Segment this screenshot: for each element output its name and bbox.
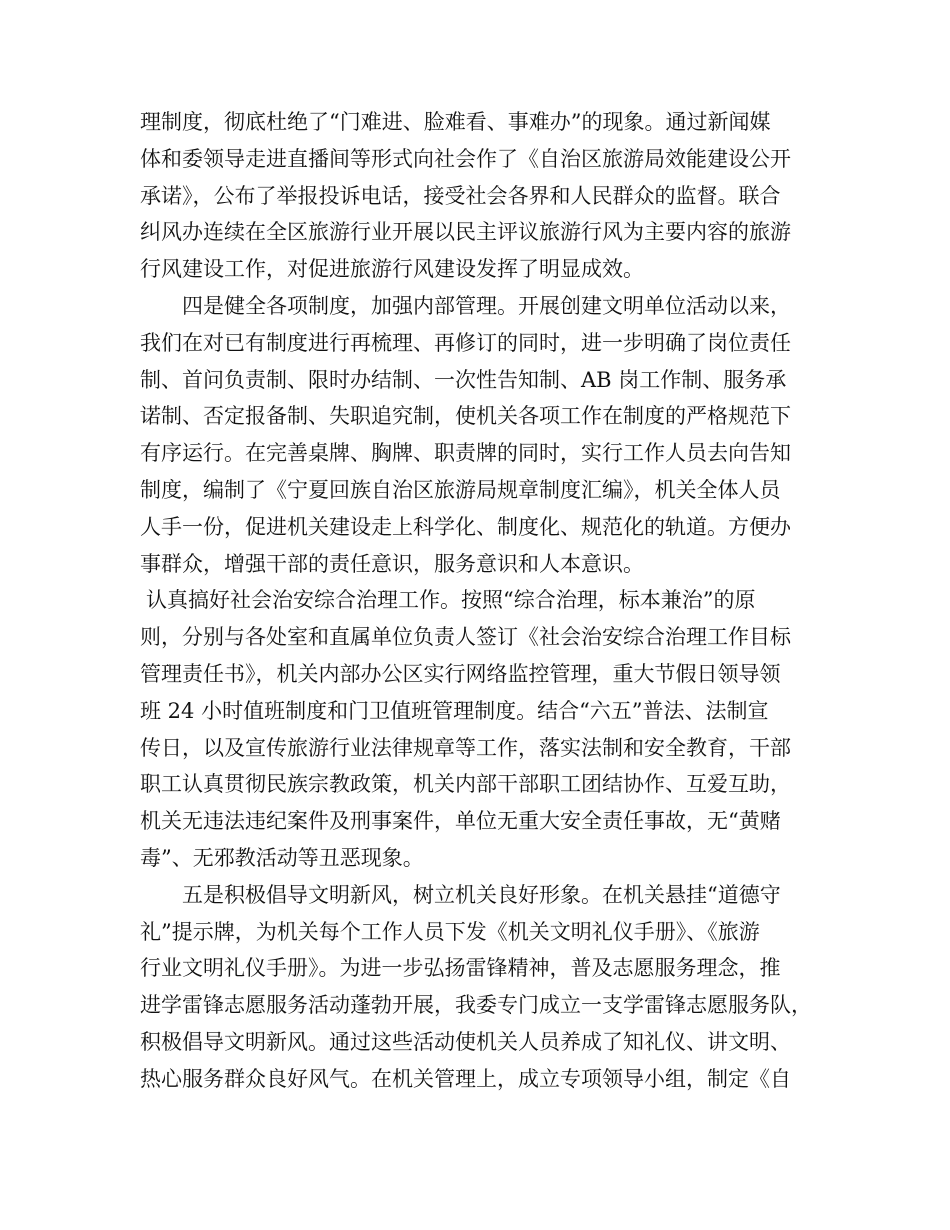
text-line: 管理责任书》，机关内部办公区实行网络监控管理，重大节假日领导领 (140, 661, 781, 686)
text-line: 有序运行。在完善桌牌、胸牌、职责牌的同时，实行工作人员去向告知 (140, 441, 791, 466)
text-line: 班 24 小时值班制度和门卫值班管理制度。结合“六五”普法、法制宣 (140, 698, 769, 723)
text-line: 积极倡导文明新风。通过这些活动使机关人员养成了知礼仪、讲文明、 (140, 1029, 791, 1054)
text-line: 行业文明礼仪手册》。为进一步弘扬雷锋精神，普及志愿服务理念，推 (140, 956, 781, 981)
text-line: 传日，以及宣传旅游行业法律规章等工作，落实法制和安全教育，干部 (140, 735, 791, 760)
text-line: 理制度，彻底杜绝了“门难进、脸难看、事难办”的现象。通过新闻媒 (140, 110, 771, 134)
text-line: 机关无违法违纪案件及刑事案件，单位无重大安全责任事故，无“黄赌 (140, 809, 781, 834)
text-line: 承诺》，公布了举报投诉电话，接受社会各界和人民群众的监督。联合 (140, 183, 781, 208)
text-line: 人手一份，促进机关建设走上科学化、制度化、规范化的轨道。方便办 (140, 514, 791, 539)
paragraph-start-line: 五是积极倡导文明新风，树立机关良好形象。在机关悬挂“道德守 (182, 882, 781, 907)
text-line: 热心服务群众良好风气。在机关管理上，成立专项领导小组，制定《自 (140, 1066, 791, 1091)
document-body (140, 104, 820, 1098)
text-line: 事群众，增强干部的责任意识，服务意识和人本意识。 (140, 551, 644, 576)
text-line: 行风建设工作，对促进旅游行风建设发挥了明显成效。 (140, 257, 644, 282)
text-line: 礼”提示牌，为机关每个工作人员下发《机关文明礼仪手册》、《旅游 (140, 919, 760, 944)
paragraph-start-line: 认真搞好社会治安综合治理工作。按照“综合治理，标本兼治”的原 (146, 588, 756, 613)
text-line: 我们在对已有制度进行再梳理、再修订的同时，进一步明确了岗位责任 (140, 330, 791, 355)
text-line: 制、首问负责制、限时办结制、一次性告知制、AB 岗工作制、服务承 (140, 367, 787, 392)
text-line: 制度，编制了《宁夏回族自治区旅游局规章制度汇编》，机关全体人员 (140, 477, 781, 502)
text-line: 纠风办连续在全区旅游行业开展以民主评议旅游行风为主要内容的旅游 (140, 220, 791, 245)
text-line: 则，分别与各处室和直属单位负责人签订《社会治安综合治理工作目标 (140, 625, 791, 650)
text-line: 职工认真贯彻民族宗教政策，机关内部干部职工团结协作、互爱互助， (140, 772, 791, 797)
text-line: 体和委领导走进直播间等形式向社会作了《自治区旅游局效能建设公开 (140, 146, 791, 171)
text-line: 毒”、无邪教活动等丑恶现象。 (140, 845, 424, 870)
paragraph-start-line: 四是健全各项制度，加强内部管理。开展创建文明单位活动以来， (182, 293, 791, 318)
text-line: 诺制、否定报备制、失职追究制，使机关各项工作在制度的严格规范下 (140, 404, 791, 429)
text-line: 进学雷锋志愿服务活动蓬勃开展，我委专门成立一支学雷锋志愿服务队， (140, 993, 812, 1018)
